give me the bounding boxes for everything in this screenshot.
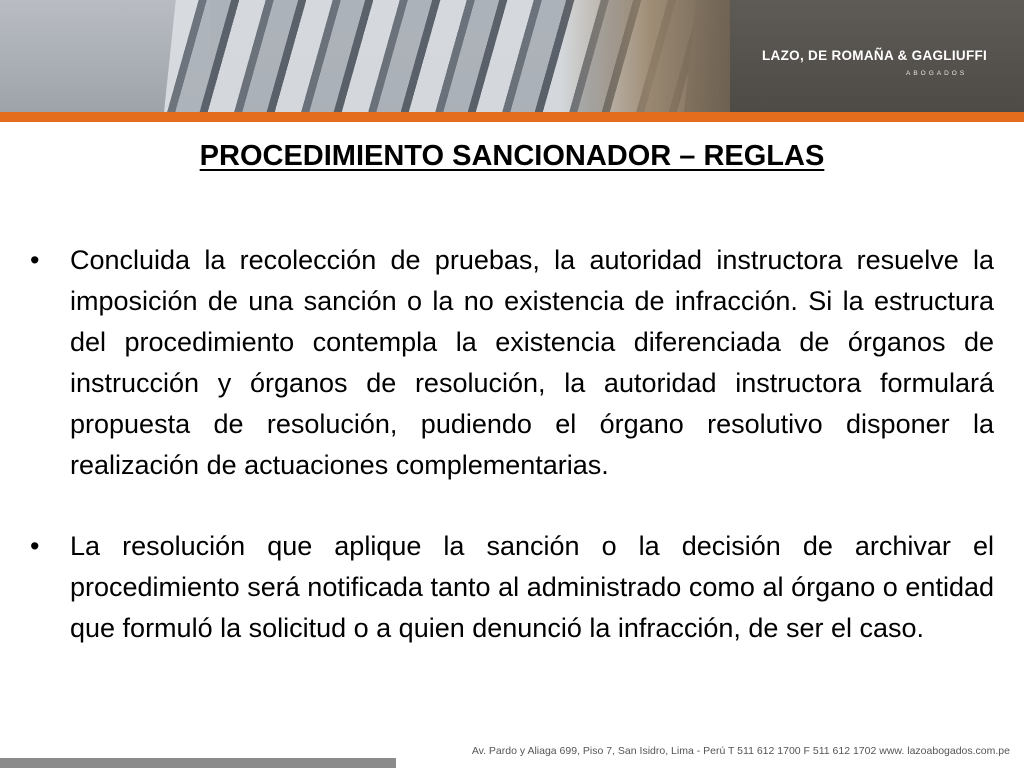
slide-title: PROCEDIMIENTO SANCIONADOR – REGLAS	[199, 140, 825, 172]
accent-bar	[0, 112, 1024, 122]
firm-logo: LAZO, DE ROMAÑA & GAGLIUFFI	[762, 48, 988, 63]
header-banner	[0, 0, 1024, 112]
bullet-icon: •	[30, 531, 40, 561]
footer-contact: Av. Pardo y Aliaga 699, Piso 7, San Isidro, Lima - Perú T 511 612 1700 F 511 612 1702 www. lazoabogados.com.pe	[471, 745, 1010, 757]
bullet-item	[26, 240, 994, 486]
bullet-list	[26, 240, 994, 689]
bullet-item	[26, 526, 994, 649]
bullet-icon: •	[30, 245, 40, 275]
footer-bar	[0, 758, 396, 768]
bullet-text: La resolución que aplique la sanción o la decisión de archivar el procedimiento será notificada tanto al administrado como al órgano o entidad que formuló la solicitud o a quien denunció la infracción, de ser el caso.	[70, 531, 994, 643]
bullet-text: Concluida la recolección de pruebas, la autoridad instructora resuelve la imposición de una sanción o la no existencia de infracción. Si la estructura del procedimiento contempla la existencia diferenciada de órganos de instrucción y órganos de resolución, la autoridad instructora formulará propuesta de resolución, pudiendo el órgano resolutivo disponer la realización de actuaciones complementarias.	[70, 245, 994, 480]
firm-logo-subtitle: ABOGADOS	[906, 70, 968, 77]
